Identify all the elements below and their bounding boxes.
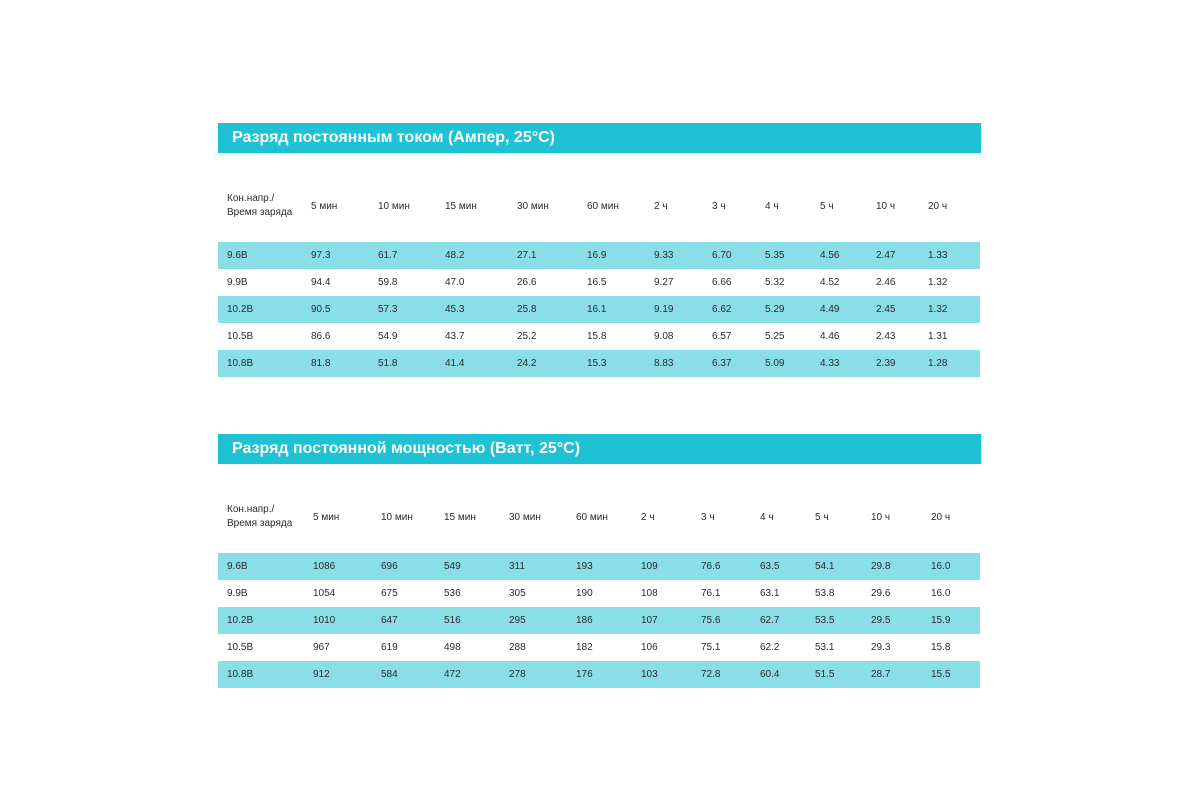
column-header: 2 ч bbox=[641, 511, 655, 523]
table-cell: 1086 bbox=[312, 553, 380, 580]
table-cell: 103 bbox=[640, 661, 700, 688]
table-row bbox=[218, 607, 980, 634]
table-cell: 75.1 bbox=[701, 642, 721, 653]
column-header: 60 мин bbox=[587, 200, 619, 212]
table-cell: 15.8 bbox=[587, 331, 607, 342]
table-cell: 584 bbox=[380, 661, 443, 688]
table-cell: 2.46 bbox=[876, 277, 896, 288]
table-cell: 27.1 bbox=[516, 242, 586, 269]
table-cell: 57.3 bbox=[377, 296, 444, 323]
table-cell: 90.5 bbox=[310, 296, 377, 323]
table-cell: 182 bbox=[576, 642, 593, 653]
table-cell: 4.56 bbox=[819, 242, 875, 269]
table-cell: 8.83 bbox=[653, 350, 711, 377]
corner-header-cell bbox=[218, 498, 312, 536]
table-cell: 4.33 bbox=[819, 350, 875, 377]
table-row bbox=[218, 296, 980, 323]
table-cell: 2.47 bbox=[875, 242, 927, 269]
table-cell: 2.45 bbox=[875, 296, 927, 323]
column-header: 5 ч bbox=[820, 200, 834, 212]
column-header: 4 ч bbox=[765, 200, 779, 212]
table-row bbox=[218, 661, 980, 688]
table-cell: 549 bbox=[443, 553, 508, 580]
table-cell: 76.6 bbox=[700, 553, 759, 580]
table-cell: 288 bbox=[509, 642, 526, 653]
row-label: 10.5В bbox=[227, 331, 254, 342]
table-cell: 6.70 bbox=[711, 242, 764, 269]
table-row bbox=[218, 350, 980, 377]
table-cell: 311 bbox=[508, 553, 575, 580]
corner-line-1: Кон.напр./ bbox=[227, 504, 275, 515]
table-cell: 6.57 bbox=[712, 331, 732, 342]
table-row bbox=[218, 580, 980, 607]
column-header: 20 ч bbox=[928, 200, 948, 212]
table-cell: 647 bbox=[380, 607, 443, 634]
table-cell: 16.1 bbox=[586, 296, 653, 323]
table-cell: 63.5 bbox=[759, 553, 814, 580]
row-label: 10.2В bbox=[218, 607, 312, 634]
table-cell: 967 bbox=[313, 642, 330, 653]
corner-line-1: Кон.напр./ bbox=[227, 193, 275, 204]
table-cell: 190 bbox=[576, 588, 593, 599]
table-cell: 16.5 bbox=[587, 277, 607, 288]
table-cell: 9.33 bbox=[653, 242, 711, 269]
row-label: 9.9В bbox=[227, 277, 248, 288]
table-cell: 61.7 bbox=[377, 242, 444, 269]
section-title: Разряд постоянным током (Ампер, 25°C) bbox=[218, 123, 981, 153]
column-header: 60 мин bbox=[576, 511, 608, 523]
column-header: 30 мин bbox=[517, 200, 549, 212]
table-cell: 9.19 bbox=[653, 296, 711, 323]
table-cell: 59.8 bbox=[378, 277, 398, 288]
table-cell: 5.32 bbox=[765, 277, 785, 288]
column-header: 30 мин bbox=[509, 511, 541, 523]
table-cell: 51.8 bbox=[377, 350, 444, 377]
table-row bbox=[218, 269, 980, 296]
table-cell: 295 bbox=[508, 607, 575, 634]
table-cell: 176 bbox=[575, 661, 640, 688]
column-header: 10 ч bbox=[876, 200, 896, 212]
table-cell: 108 bbox=[641, 588, 658, 599]
table-cell: 54.1 bbox=[814, 553, 870, 580]
table-cell: 516 bbox=[443, 607, 508, 634]
table-cell: 53.8 bbox=[815, 588, 835, 599]
column-header: 5 мин bbox=[313, 511, 340, 523]
column-header: 5 ч bbox=[815, 511, 829, 523]
table-cell: 54.9 bbox=[378, 331, 398, 342]
data-table bbox=[218, 242, 980, 377]
table-cell: 5.25 bbox=[765, 331, 785, 342]
table-cell: 62.2 bbox=[760, 642, 780, 653]
table-cell: 97.3 bbox=[310, 242, 377, 269]
table-cell: 25.2 bbox=[517, 331, 537, 342]
table-cell: 912 bbox=[312, 661, 380, 688]
table-cell: 5.09 bbox=[764, 350, 819, 377]
power-discharge-section bbox=[218, 434, 981, 688]
table-cell: 107 bbox=[640, 607, 700, 634]
column-header: 10 мин bbox=[381, 511, 413, 523]
table-cell: 63.1 bbox=[760, 588, 780, 599]
table-cell: 53.5 bbox=[814, 607, 870, 634]
table-cell: 4.49 bbox=[819, 296, 875, 323]
column-header: 10 мин bbox=[378, 200, 410, 212]
table-cell: 24.2 bbox=[516, 350, 586, 377]
column-header: 3 ч bbox=[701, 511, 715, 523]
table-cell: 6.62 bbox=[711, 296, 764, 323]
table-cell: 9.08 bbox=[654, 331, 674, 342]
table-cell: 696 bbox=[380, 553, 443, 580]
table-row bbox=[218, 553, 980, 580]
table-cell: 60.4 bbox=[759, 661, 814, 688]
row-label: 10.8В bbox=[218, 350, 310, 377]
table-cell: 1.31 bbox=[928, 331, 948, 342]
table-cell: 15.8 bbox=[931, 642, 951, 653]
table-cell: 4.52 bbox=[820, 277, 840, 288]
table-cell: 16.0 bbox=[930, 553, 980, 580]
table-cell: 1.33 bbox=[927, 242, 980, 269]
table-cell: 472 bbox=[443, 661, 508, 688]
table-cell: 48.2 bbox=[444, 242, 516, 269]
table-cell: 53.1 bbox=[815, 642, 835, 653]
column-header: 15 мин bbox=[445, 200, 477, 212]
column-header: 2 ч bbox=[654, 200, 668, 212]
table-cell: 278 bbox=[508, 661, 575, 688]
row-label: 10.5В bbox=[227, 642, 254, 653]
table-cell: 72.8 bbox=[700, 661, 759, 688]
data-table bbox=[218, 553, 980, 688]
row-label: 10.8В bbox=[218, 661, 312, 688]
table-cell: 29.5 bbox=[870, 607, 930, 634]
table-cell: 5.29 bbox=[764, 296, 819, 323]
header-row bbox=[218, 187, 980, 225]
table-cell: 16.0 bbox=[931, 588, 951, 599]
table-cell: 186 bbox=[575, 607, 640, 634]
column-header: 10 ч bbox=[871, 511, 891, 523]
row-label: 9.6В bbox=[218, 553, 312, 580]
table-row bbox=[218, 323, 980, 350]
table-cell: 1.28 bbox=[927, 350, 980, 377]
table-cell: 4.46 bbox=[820, 331, 840, 342]
header-table bbox=[218, 187, 980, 225]
table-cell: 9.27 bbox=[654, 277, 674, 288]
table-cell: 536 bbox=[444, 588, 461, 599]
table-cell: 305 bbox=[509, 588, 526, 599]
table-cell: 81.8 bbox=[310, 350, 377, 377]
table-cell: 2.43 bbox=[876, 331, 896, 342]
table-cell: 45.3 bbox=[444, 296, 516, 323]
table-cell: 193 bbox=[575, 553, 640, 580]
table-cell: 47.0 bbox=[445, 277, 465, 288]
table-cell: 6.66 bbox=[712, 277, 732, 288]
column-header: 20 ч bbox=[931, 511, 951, 523]
table-cell: 15.9 bbox=[930, 607, 980, 634]
table-cell: 26.6 bbox=[517, 277, 537, 288]
table-cell: 619 bbox=[381, 642, 398, 653]
section-title: Разряд постоянной мощностью (Ватт, 25°C) bbox=[218, 434, 981, 464]
table-cell: 29.8 bbox=[870, 553, 930, 580]
table-cell: 109 bbox=[640, 553, 700, 580]
table-cell: 1.32 bbox=[928, 277, 948, 288]
table-cell: 28.7 bbox=[870, 661, 930, 688]
table-cell: 15.5 bbox=[930, 661, 980, 688]
table-cell: 43.7 bbox=[445, 331, 465, 342]
column-header: 15 мин bbox=[444, 511, 476, 523]
table-cell: 25.8 bbox=[516, 296, 586, 323]
table-cell: 29.3 bbox=[871, 642, 891, 653]
table-cell: 15.3 bbox=[586, 350, 653, 377]
table-cell: 62.7 bbox=[759, 607, 814, 634]
table-cell: 86.6 bbox=[311, 331, 331, 342]
table-row bbox=[218, 242, 980, 269]
header-table bbox=[218, 498, 980, 536]
table-cell: 51.5 bbox=[814, 661, 870, 688]
row-label: 9.6В bbox=[218, 242, 310, 269]
column-header: 4 ч bbox=[760, 511, 774, 523]
table-cell: 16.9 bbox=[586, 242, 653, 269]
table-cell: 94.4 bbox=[311, 277, 331, 288]
table-cell: 75.6 bbox=[700, 607, 759, 634]
table-cell: 498 bbox=[444, 642, 461, 653]
table-cell: 2.39 bbox=[875, 350, 927, 377]
current-discharge-section bbox=[218, 123, 981, 377]
table-cell: 1054 bbox=[313, 588, 336, 599]
column-header: 5 мин bbox=[311, 200, 338, 212]
corner-line-2: Время заряда bbox=[227, 518, 293, 529]
row-label: 10.2В bbox=[218, 296, 310, 323]
table-cell: 6.37 bbox=[711, 350, 764, 377]
table-cell: 29.6 bbox=[871, 588, 891, 599]
table-cell: 1010 bbox=[312, 607, 380, 634]
table-cell: 76.1 bbox=[701, 588, 721, 599]
table-cell: 675 bbox=[381, 588, 398, 599]
header-row bbox=[218, 498, 980, 536]
table-row bbox=[218, 634, 980, 661]
table-cell: 5.35 bbox=[764, 242, 819, 269]
table-cell: 1.32 bbox=[927, 296, 980, 323]
corner-header-cell bbox=[218, 187, 310, 225]
corner-line-2: Время заряда bbox=[227, 207, 293, 218]
table-cell: 106 bbox=[641, 642, 658, 653]
column-header: 3 ч bbox=[712, 200, 726, 212]
row-label: 9.9В bbox=[227, 588, 248, 599]
table-cell: 41.4 bbox=[444, 350, 516, 377]
